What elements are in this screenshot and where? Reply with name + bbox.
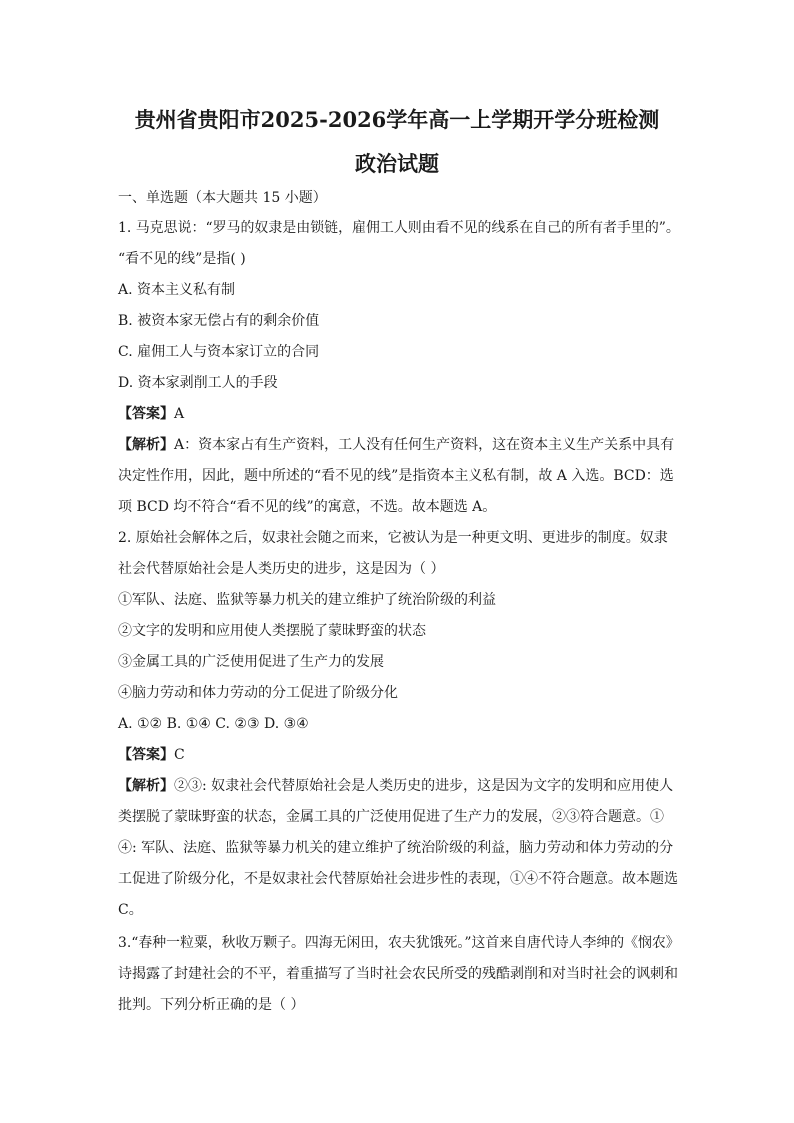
q2-statement-2: ②文字的发明和应用使人类摆脱了蒙昧野蛮的状态 [118, 623, 426, 639]
q2-analysis-line5: C。 [118, 902, 143, 918]
answer-value: A [174, 406, 185, 422]
q2-statement-1: ①军队、法庭、监狱等暴力机关的建立维护了统治阶级的利益 [118, 592, 496, 608]
analysis-text: ②③: 奴隶社会代替原始社会是人类历史的进步，这是因为文字的发明和应用使人 [174, 778, 674, 794]
answer-tag: 【答案】 [118, 406, 174, 422]
section-heading: 一、单选题（本大题共 15 小题） [118, 190, 327, 206]
q2-analysis-line1 [118, 776, 678, 796]
q1-option-a: A. 资本主义私有制 [118, 282, 236, 298]
answer-tag: 【答案】 [118, 747, 174, 763]
document-subtitle: 政治试题 [355, 151, 439, 176]
q1-answer [118, 404, 678, 424]
answer-value: C [174, 747, 185, 763]
q3-stem-line2: 诗揭露了封建社会的不平，着重描写了当时社会农民所受的残酷剥削和对当时社会的讽刺和 [118, 966, 678, 982]
q1-analysis-line3: 项 BCD 均不符合“看不见的线”的寓意，不选。故本题选 A。 [118, 499, 497, 515]
q1-stem-line1: 1. 马克思说：“罗马的奴隶是由锁链，雇佣工人则由看不见的线系在自己的所有者手里的”。 [118, 220, 680, 236]
q1-option-b: B. 被资本家无偿占有的剩余价值 [118, 313, 320, 329]
q1-analysis-line2: 决定性作用，因此，题中所述的“看不见的线”是指资本主义私有制，故 A 入选。BCD：选 [118, 468, 674, 484]
q1-option-d: D. 资本家剥削工人的手段 [118, 375, 278, 391]
q2-options: A. ①② B. ①④ C. ②③ D. ③④ [118, 716, 309, 732]
document-title: 贵州省贵阳市2025-2026学年高一上学期开学分班检测 [134, 107, 660, 132]
q1-stem-line2: “看不见的线”是指( ) [118, 251, 246, 267]
q2-statement-4: ④脑力劳动和体力劳动的分工促进了阶级分化 [118, 685, 398, 701]
q3-stem-line3: 批判。下列分析正确的是（ ） [118, 997, 305, 1013]
q3-stem-line1: 3.“春种一粒粟，秋收万颗子。四海无闲田，农夫犹饿死。”这首来自唐代诗人李绅的《悯农》 [118, 935, 680, 951]
q2-statement-3: ③金属工具的广泛使用促进了生产力的发展 [118, 654, 384, 670]
q2-stem-line1: 2. 原始社会解体之后，奴隶社会随之而来，它被认为是一种更文明、更进步的制度。奴隶 [118, 530, 668, 546]
q2-analysis-line3: ④: 军队、法庭、监狱等暴力机关的建立维护了统治阶级的利益，脑力劳动和体力劳动的分 [118, 840, 674, 856]
q2-answer [118, 745, 678, 765]
q2-analysis-line4: 工促进了阶级分化，不是奴隶社会代替原始社会进步性的表现，①④不符合题意。故本题选 [118, 871, 678, 887]
analysis-tag: 【解析】 [118, 778, 174, 794]
analysis-tag: 【解析】 [118, 437, 174, 453]
q2-analysis-line2: 类摆脱了蒙昧野蛮的状态，金属工具的广泛使用促进了生产力的发展，②③符合题意。① [118, 809, 664, 825]
q1-option-c: C. 雇佣工人与资本家订立的合同 [118, 344, 320, 360]
q2-stem-line2: 社会代替原始社会是人类历史的进步，这是因为（ ） [118, 561, 445, 577]
analysis-text: A：资本家占有生产资料，工人没有任何生产资料，这在资本主义生产关系中具有 [174, 437, 675, 453]
q1-analysis-line1 [118, 435, 678, 455]
